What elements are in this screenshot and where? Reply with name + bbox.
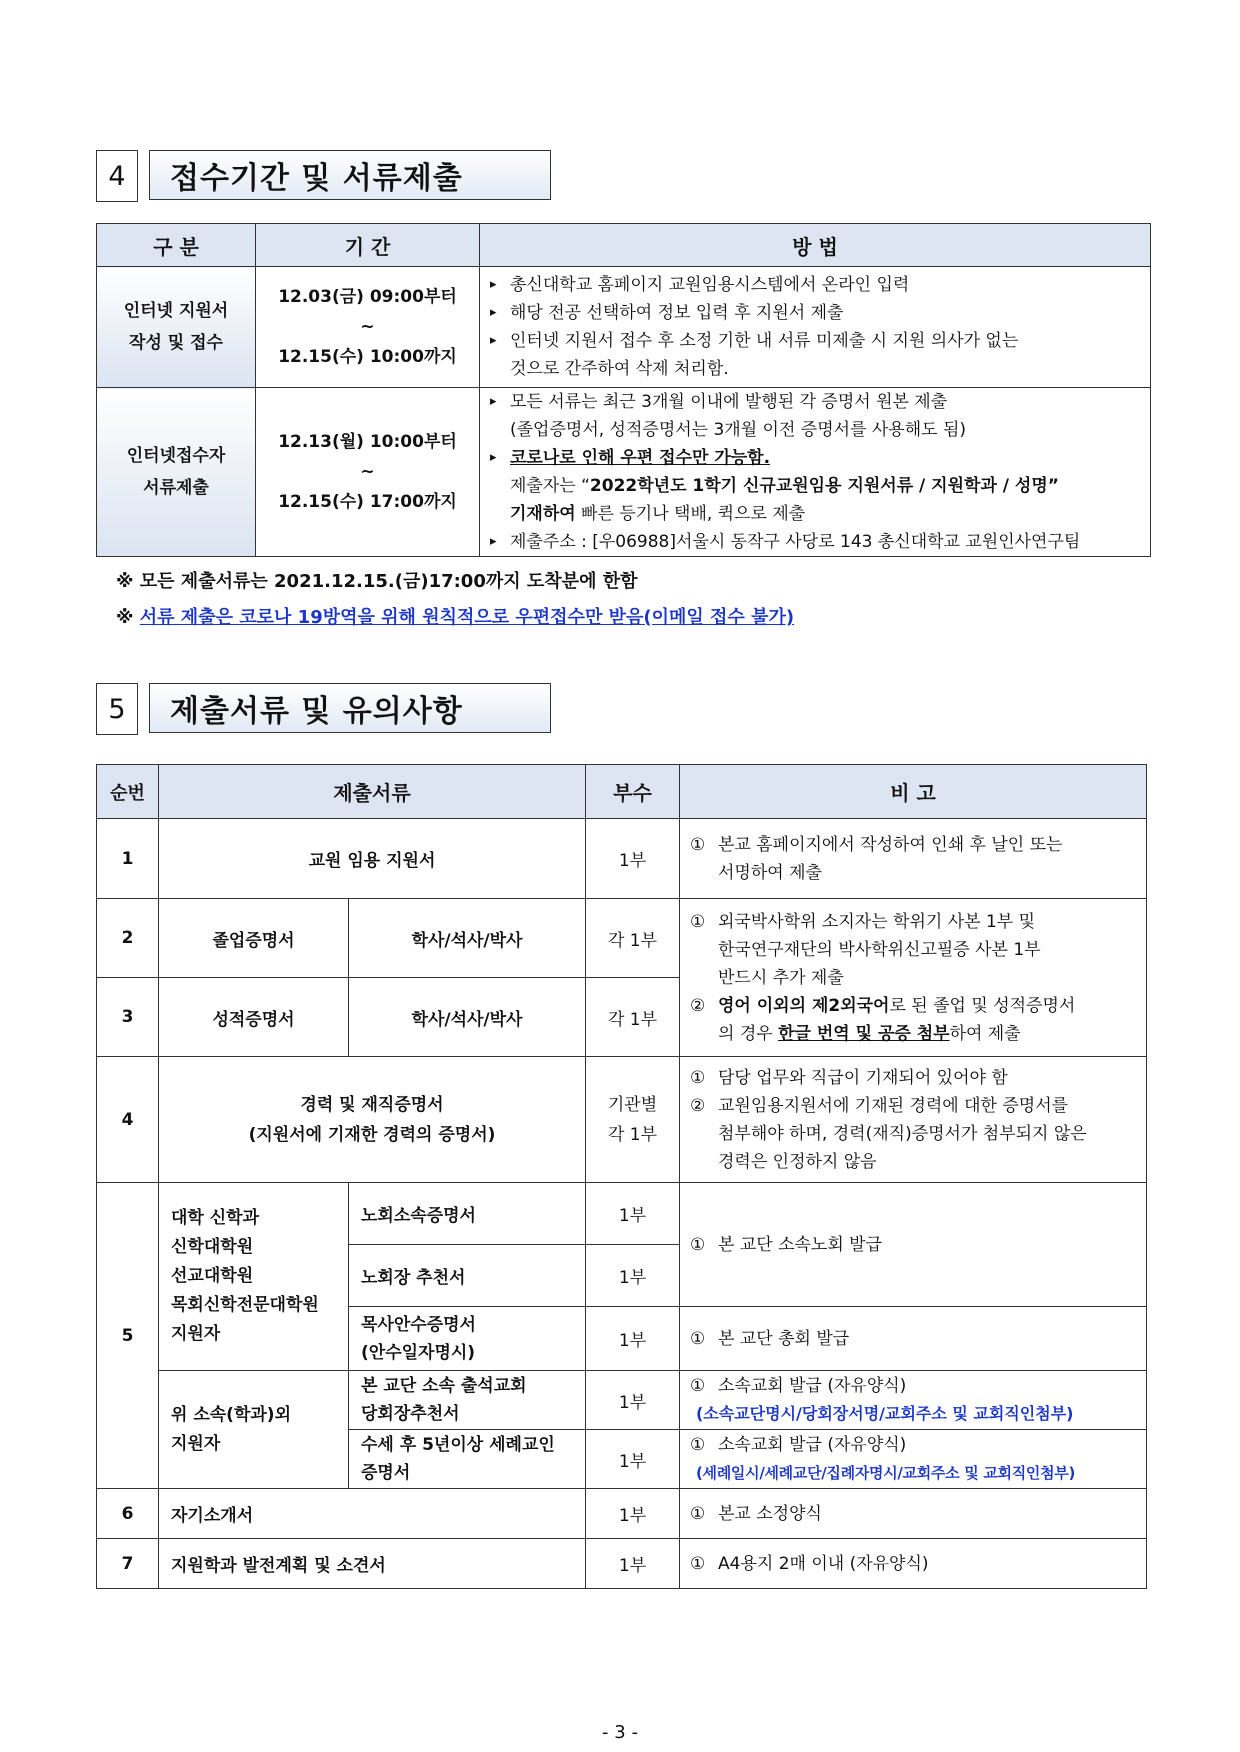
document-name: 지원학과 발전계획 및 소견서	[159, 1539, 586, 1589]
remark: ① 외국박사학위 소지자는 학위기 사본 1부 및 한국연구재단의 박사학위신고필증 사본 1부 반드시 추가 제출 ② 영어 이외의 제2외국어로 된 졸업 및 성적증명서 의 경우 한글 번역 및 공증 첨부하여 제출	[680, 899, 1147, 1057]
row-number: 5	[97, 1183, 159, 1489]
remark: ① A4용지 2매 이내 (자유양식)	[680, 1539, 1147, 1589]
remark: ① 본 교단 소속노회 발급	[680, 1183, 1147, 1307]
document-name: 노회소속증명서	[349, 1183, 586, 1245]
category-cell: 인터넷 지원서 작성 및 접수	[97, 267, 256, 388]
document-name: 성적증명서	[159, 978, 349, 1057]
document-name: 노회장 추천서	[349, 1245, 586, 1307]
document-name: 목사안수증명서 (안수일자명시)	[349, 1307, 586, 1371]
remark: ① 소속교회 발급 (자유양식) (세례일시/세례교단/집례자명시/교회주소 및 교회직인첨부)	[680, 1430, 1147, 1489]
applicant-group: 위 소속(학과)외 지원자	[159, 1371, 349, 1489]
row-number: 6	[97, 1489, 159, 1539]
header-no: 순번	[97, 765, 159, 819]
header-remark: 비 고	[680, 765, 1147, 819]
method-cell	[480, 388, 1151, 557]
copies: 기관별 각 1부	[586, 1057, 680, 1183]
application-period-table	[96, 223, 1151, 557]
document-name: 자기소개서	[159, 1489, 586, 1539]
section-number: 5	[96, 683, 138, 735]
period-cell: 12.03(금) 09:00부터 ~ 12.15(수) 10:00까지	[256, 267, 480, 388]
document-name: 수세 후 5년이상 세례교인 증명서	[349, 1430, 586, 1489]
remark: ① 본 교단 총회 발급	[680, 1307, 1147, 1371]
header-document: 제출서류	[159, 765, 586, 819]
method-item: ▸ 모든 서류는 최근 3개월 이내에 발행된 각 증명서 원본 제출	[490, 388, 1142, 416]
remark: ① 담당 업무와 직급이 기재되어 있어야 함 ② 교원임용지원서에 기재된 경력에 대한 증명서를 첨부해야 하며, 경력(재직)증명서가 첨부되지 않은 경력은 인정하지 않음	[680, 1057, 1147, 1183]
method-item-emphasis: ▸ 코로나로 인해 우편 접수만 가능함.	[490, 444, 1142, 472]
copies: 1부	[586, 1307, 680, 1371]
copies: 1부	[586, 1183, 680, 1245]
method-item: ▸ 총신대학교 홈페이지 교원임용시스템에서 온라인 입력	[490, 271, 1142, 299]
period-cell: 12.13(월) 10:00부터 ~ 12.15(수) 17:00까지	[256, 388, 480, 557]
note-deadline: ※ 모든 제출서류는 2021.12.15.(금)17:00까지 도착분에 한함	[116, 571, 638, 592]
documents-table	[96, 764, 1147, 1589]
row-number: 3	[97, 978, 159, 1057]
degree-level: 학사/석사/박사	[349, 978, 586, 1057]
method-item-cont: 것으로 간주하여 삭제 처리함.	[510, 359, 729, 379]
degree-level: 학사/석사/박사	[349, 899, 586, 978]
method-item-cont: 제출자는 “2022학년도 1학기 신규교원임용 지원서류 / 지원학과 / 성명”	[510, 476, 1059, 496]
row-number: 1	[97, 819, 159, 899]
applicant-group: 대학 신학과 신학대학원 선교대학원 목회신학전문대학원 지원자	[159, 1183, 349, 1371]
header-period: 기 간	[256, 224, 480, 267]
document-name: 졸업증명서	[159, 899, 349, 978]
header-copies: 부수	[586, 765, 680, 819]
section-title: 접수기간 및 서류제출	[149, 150, 551, 200]
copies: 1부	[586, 1489, 680, 1539]
copies: 1부	[586, 1371, 680, 1430]
row-number: 7	[97, 1539, 159, 1589]
remark: ① 본교 홈페이지에서 작성하여 인쇄 후 날인 또는 서명하여 제출	[680, 819, 1147, 899]
category-cell: 인터넷접수자 서류제출	[97, 388, 256, 557]
method-item: ▸ 해당 전공 선택하여 정보 입력 후 지원서 제출	[490, 299, 1142, 327]
method-item: ▸ 인터넷 지원서 접수 후 소정 기한 내 서류 미제출 시 지원 의사가 없는	[490, 327, 1142, 355]
copies: 1부	[586, 1430, 680, 1489]
method-item-cont: 기재하여 빠른 등기나 택배, 퀵으로 제출	[510, 504, 806, 524]
row-number: 2	[97, 899, 159, 978]
method-item: ▸ 제출주소 : [우06988]서울시 동작구 사당로 143 총신대학교 교원인사연구팀	[490, 528, 1142, 556]
document-name: 본 교단 소속 출석교회 당회장추천서	[349, 1371, 586, 1430]
section-title: 제출서류 및 유의사항	[149, 683, 551, 733]
remark: ① 소속교회 발급 (자유양식) (소속교단명시/당회장서명/교회주소 및 교회직인첨부)	[680, 1371, 1147, 1430]
method-item-cont: (졸업증명서, 성적증명서는 3개월 이전 증명서를 사용해도 됨)	[510, 420, 967, 440]
page-number: - 3 -	[602, 1722, 638, 1743]
copies: 1부	[586, 1245, 680, 1307]
copies: 각 1부	[586, 899, 680, 978]
row-number: 4	[97, 1057, 159, 1183]
remark: ① 본교 소정양식	[680, 1489, 1147, 1539]
note-postal-only: ※ 서류 제출은 코로나 19방역을 위해 원칙적으로 우편접수만 받음(이메일 접수 불가)	[116, 607, 795, 628]
copies: 각 1부	[586, 978, 680, 1057]
section-number: 4	[96, 150, 138, 202]
document-name: 경력 및 재직증명서 (지원서에 기재한 경력의 증명서)	[159, 1057, 586, 1183]
document-name: 교원 임용 지원서	[159, 819, 586, 899]
header-category: 구 분	[97, 224, 256, 267]
copies: 1부	[586, 1539, 680, 1589]
copies: 1부	[586, 819, 680, 899]
method-cell	[480, 267, 1151, 388]
header-method: 방 법	[480, 224, 1151, 267]
